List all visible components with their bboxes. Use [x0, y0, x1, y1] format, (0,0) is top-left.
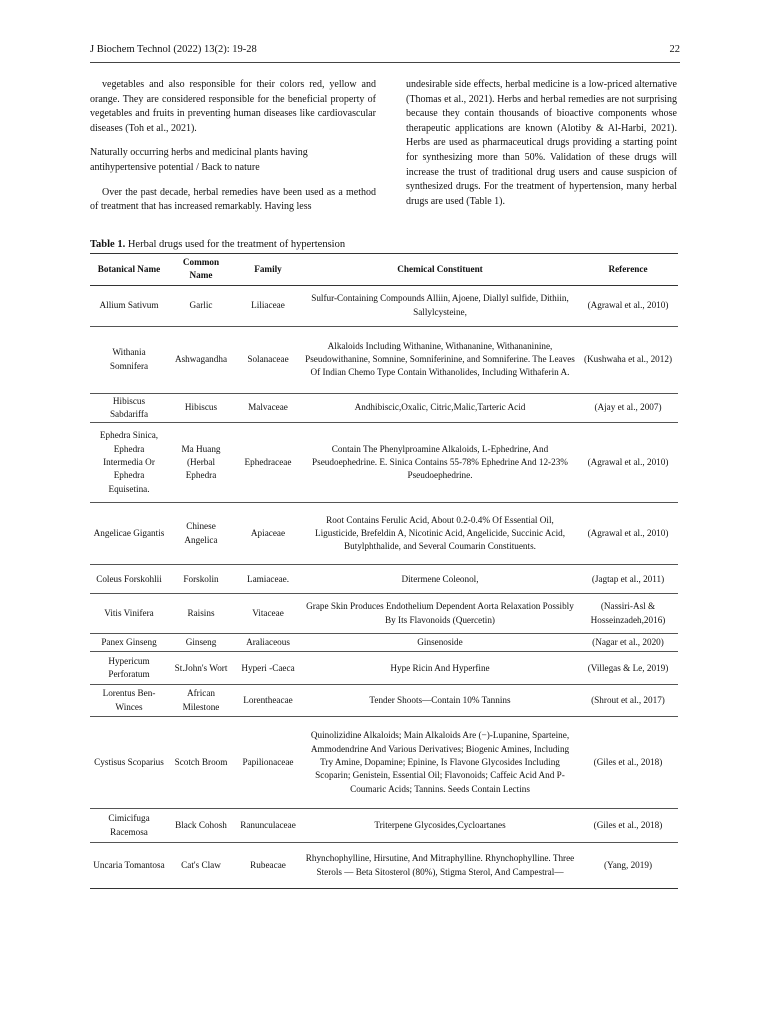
botanical-name-cell: Cimicifuga Racemosa	[90, 809, 168, 843]
family-cell: Hyperi -Caeca	[234, 652, 302, 685]
chemical-constituent-cell: Ginsenoside	[302, 634, 578, 652]
chemical-constituent-cell: Quinolizidine Alkaloids; Main Alkaloids Are (−)-Lupanine, Sparteine, Ammodendrine And Various Derivatives; Biogenic Amines, Including Try Amine, Dopamine; Epinine, Is Flavone Glycosides Including Scoparin; Genistein, Essential Oil; Flavonoids; Caffeic Acid And P-Coumaric Acids; Tannins. Seeds Contain Lectins	[302, 717, 578, 809]
reference-cell: (Giles et al., 2018)	[578, 809, 678, 843]
chemical-constituent-cell: Contain The Phenylproamine Alkaloids, L-Ephedrine, And Pseudoephedrine. E. Sinica Contains 55-78% Ephedrine And 12-23% Pseudoephedrine.	[302, 423, 578, 503]
table-row	[90, 717, 678, 809]
common-name-cell: Ma Huang (Herbal Ephedra	[168, 423, 234, 503]
botanical-name-cell: Hypericum Perforatum	[90, 652, 168, 685]
common-name-cell: African Milestone	[168, 685, 234, 717]
common-name-cell: St.John's Wort	[168, 652, 234, 685]
common-name-cell: Black Cohosh	[168, 809, 234, 843]
common-name-cell: Garlic	[168, 285, 234, 326]
chemical-constituent-cell: Grape Skin Produces Endothelium Dependent Aorta Relaxation Possibly By Its Flavonoids (Quercetin)	[302, 594, 578, 634]
common-name-cell: Hibiscus	[168, 393, 234, 423]
reference-cell: (Agrawal et al., 2010)	[578, 423, 678, 503]
chemical-constituent-cell: Ditermene Coleonol,	[302, 565, 578, 594]
botanical-name-cell: Panex Ginseng	[90, 634, 168, 652]
family-cell: Araliaceous	[234, 634, 302, 652]
table-caption	[90, 239, 345, 250]
left-paragraph-2: Over the past decade, herbal remedies have been used as a method of treatment that has increased remarkably. Having less	[90, 186, 376, 213]
reference-cell: (Shrout et al., 2017)	[578, 685, 678, 717]
table-row	[90, 326, 678, 393]
table-row	[90, 503, 678, 565]
running-header	[90, 44, 680, 55]
table-row	[90, 565, 678, 594]
botanical-name-cell: Withania Somnifera	[90, 326, 168, 393]
botanical-name-cell: Ephedra Sinica, Ephedra Intermedia Or Ephedra Equisetina.	[90, 423, 168, 503]
chemical-constituent-cell: Hype Ricin And Hyperfine	[302, 652, 578, 685]
common-name-cell: Scotch Broom	[168, 717, 234, 809]
chemical-constituent-cell: Tender Shoots—Contain 10% Tannins	[302, 685, 578, 717]
botanical-name-cell: Cystisus Scoparius	[90, 717, 168, 809]
table-row	[90, 393, 678, 423]
right-column	[406, 78, 677, 219]
botanical-name-cell: Lorentus Ben-Winces	[90, 685, 168, 717]
common-name-cell: Raisins	[168, 594, 234, 634]
family-cell: Ephedraceae	[234, 423, 302, 503]
header-reference: Reference	[578, 254, 678, 286]
botanical-name-cell: Hibiscus Sabdariffa	[90, 393, 168, 423]
reference-cell: (Giles et al., 2018)	[578, 717, 678, 809]
reference-cell: (Villegas & Le, 2019)	[578, 652, 678, 685]
reference-cell: (Agrawal et al., 2010)	[578, 285, 678, 326]
herbal-drugs-table	[90, 253, 678, 889]
header-rule	[90, 62, 680, 63]
page-number: 22	[669, 44, 680, 55]
common-name-cell: Ginseng	[168, 634, 234, 652]
section-heading: Naturally occurring herbs and medicinal plants having antihypertensive potential / Back to nature	[90, 147, 308, 173]
table-caption-text: Herbal drugs used for the treatment of hypertension	[127, 239, 346, 250]
table-header-row	[90, 254, 678, 286]
family-cell: Lorentheacae	[234, 685, 302, 717]
family-cell: Malvaceae	[234, 393, 302, 423]
botanical-name-cell: Vitis Vinifera	[90, 594, 168, 634]
table-row	[90, 652, 678, 685]
left-paragraph-1: vegetables and also responsible for their colors red, yellow and orange. They are considered responsible for the beneficial property of vegetables and fruits in preventing human diseases like cardiovascular diseases (Toh et al., 2021).	[90, 79, 376, 134]
common-name-cell: Ashwagandha	[168, 326, 234, 393]
reference-cell: (Nassiri-Asl & Hosseinzadeh,2016)	[578, 594, 678, 634]
common-name-cell: Chinese Angelica	[168, 503, 234, 565]
left-column	[90, 78, 376, 225]
family-cell: Liliaceae	[234, 285, 302, 326]
chemical-constituent-cell: Triterpene Glycosides,Cycloartanes	[302, 809, 578, 843]
botanical-name-cell: Coleus Forskohlii	[90, 565, 168, 594]
table-caption-label: Table 1.	[90, 239, 126, 250]
table-row	[90, 634, 678, 652]
table-row	[90, 285, 678, 326]
header-chemical-constituent: Chemical Constituent	[302, 254, 578, 286]
botanical-name-cell: Allium Sativum	[90, 285, 168, 326]
journal-citation: J Biochem Technol (2022) 13(2): 19-28	[90, 44, 257, 55]
reference-cell: (Yang, 2019)	[578, 843, 678, 889]
header-common-name: Common Name	[168, 254, 234, 286]
family-cell: Apiaceae	[234, 503, 302, 565]
header-botanical-name: Botanical Name	[90, 254, 168, 286]
reference-cell: (Agrawal et al., 2010)	[578, 503, 678, 565]
family-cell: Papilionaceae	[234, 717, 302, 809]
table-row	[90, 594, 678, 634]
botanical-name-cell: Uncaria Tomantosa	[90, 843, 168, 889]
table-row	[90, 423, 678, 503]
right-paragraph-1: undesirable side effects, herbal medicine is a low-priced alternative (Thomas et al., 2021). Herbs and herbal remedies are not surprising because they contain thousands of bioactive components whose therapeutic applications are known (Alotiby & Al-Harbi, 2021). Herbs are used as pharmaceutical drugs providing a starting point for synthesizing more than 50%. Validation of these drugs will increase the trust of traditional drug users and cause suspicion of synthesized drugs. For the treatment of hypertension, many herbal drugs are used (Table 1).	[406, 79, 677, 207]
chemical-constituent-cell: Andhibiscic,Oxalic, Citric,Malic,Tarteric Acid	[302, 393, 578, 423]
table-row	[90, 685, 678, 717]
family-cell: Vitaceae	[234, 594, 302, 634]
reference-cell: (Kushwaha et al., 2012)	[578, 326, 678, 393]
family-cell: Rubeacae	[234, 843, 302, 889]
reference-cell: (Jagtap et al., 2011)	[578, 565, 678, 594]
table-row	[90, 809, 678, 843]
reference-cell: (Ajay et al., 2007)	[578, 393, 678, 423]
chemical-constituent-cell: Root Contains Ferulic Acid, About 0.2-0.4% Of Essential Oil, Ligusticide, Brefeldin A, Nicotinic Acid, Angelicide, Succinic Acid, Butylphthalide, and Several Coumarin Constituents.	[302, 503, 578, 565]
botanical-name-cell: Angelicae Gigantis	[90, 503, 168, 565]
family-cell: Solanaceae	[234, 326, 302, 393]
common-name-cell: Forskolin	[168, 565, 234, 594]
reference-cell: (Nagar et al., 2020)	[578, 634, 678, 652]
table-row	[90, 843, 678, 889]
family-cell: Lamiaceae.	[234, 565, 302, 594]
header-family: Family	[234, 254, 302, 286]
chemical-constituent-cell: Rhynchophylline, Hirsutine, And Mitraphylline. Rhynchophylline. Three Sterols — Beta Sitosterol (80%), Stigma Sterol, And Campestral—	[302, 843, 578, 889]
chemical-constituent-cell: Sulfur-Containing Compounds Alliin, Ajoene, Diallyl sulfide, Dithiin, Sallylcysteine,	[302, 285, 578, 326]
family-cell: Ranunculaceae	[234, 809, 302, 843]
common-name-cell: Cat's Claw	[168, 843, 234, 889]
chemical-constituent-cell: Alkaloids Including Withanine, Withananine, Withananinine, Pseudowithanine, Somnine, Somniferinine, and Somniferine. The Leaves Of Indian Chemo Type Contain Withanolides, Including Withaferin A.	[302, 326, 578, 393]
